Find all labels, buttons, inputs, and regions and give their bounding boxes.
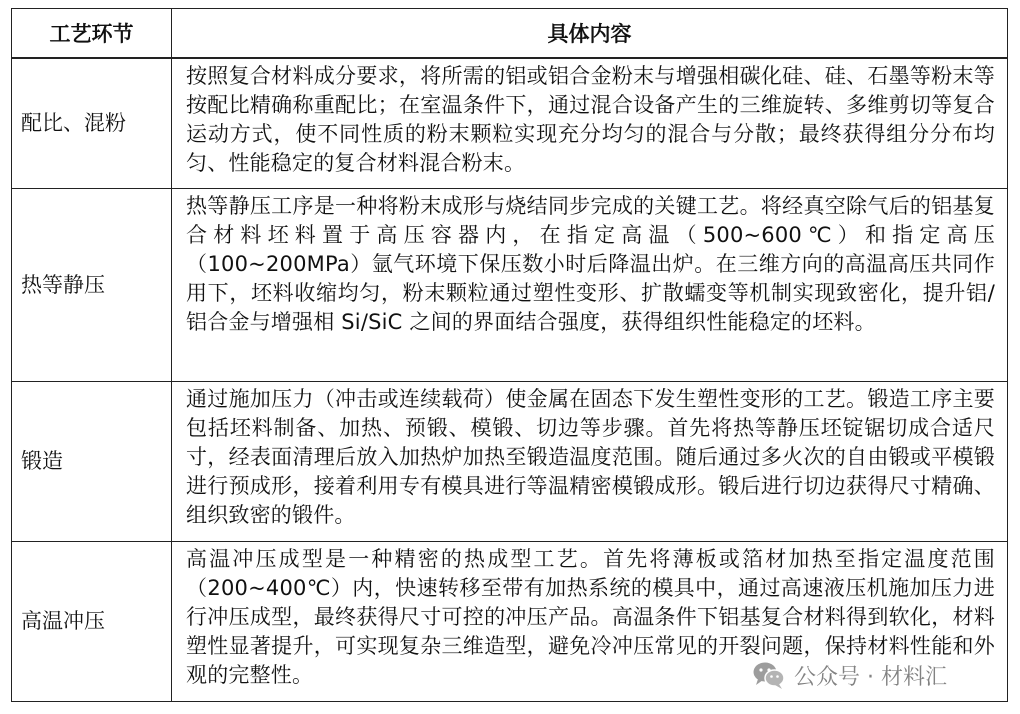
header-content: 具体内容: [172, 9, 1008, 59]
watermark-text: 公众号 · 材料汇: [794, 664, 947, 690]
process-table: [11, 8, 1008, 702]
process-table-container: [11, 8, 1008, 702]
step-content: 通过施加压力（冲击或连续载荷）使金属在固态下发生塑性变形的工艺。锻造工序主要包括坯料制备、加热、预锻、模锻、切边等步骤。首先将热等静压坯锭锯切成合适尺寸，经表面清理后放入加热炉加热至锻造温度范围。随后通过多火次的自由锻或平模锻进行预成形，接着利用专有模具进行等温精密模锻成形。锻后进行切边获得尺寸精确、组织致密的锻件。: [172, 381, 1008, 541]
table-header-row: [12, 9, 1008, 59]
step-content: 高温冲压成型是一种精密的热成型工艺。首先将薄板或箔材加热至指定温度范围（200~400℃）内，快速转移至带有加热系统的模具中，通过高速液压机施加压力进行冲压成型，最终获得尺寸可控的冲压产品。高温条件下铝基复合材料得到软化，材料塑性显著提升，可实现复杂三维造型，避免冷冲压常见的开裂问题，保持材料性能和外观的完整性。: [172, 541, 1008, 701]
header-step: 工艺环节: [12, 9, 172, 59]
step-name: 锻造: [12, 381, 172, 541]
step-name: 高温冲压: [12, 541, 172, 701]
table-row: [12, 541, 1008, 701]
table-row: [12, 188, 1008, 381]
step-content: 热等静压工序是一种将粉末成形与烧结同步完成的关键工艺。将经真空除气后的铝基复合材料坯料置于高压容器内，在指定高温（500~600℃）和指定高压（100~200MPa）氩气环境下保压数小时后降温出炉。在三维方向的高温高压共同作用下，坯料收缩均匀，粉末颗粒通过塑性变形、扩散蠕变等机制实现致密化，提升铝/铝合金与增强相 Si/SiC 之间的界面结合强度，获得组织性能稳定的坯料。: [172, 188, 1008, 381]
table-row: [12, 381, 1008, 541]
step-name: 热等静压: [12, 188, 172, 381]
step-content: 按照复合材料成分要求，将所需的铝或铝合金粉末与增强相碳化硅、硅、石墨等粉末等按配比精确称重配比；在室温条件下，通过混合设备产生的三维旋转、多维剪切等复合运动方式，使不同性质的粉末颗粒实现充分均匀的混合与分散；最终获得组分分布均匀、性能稳定的复合材料混合粉末。: [172, 58, 1008, 188]
step-name: 配比、混粉: [12, 58, 172, 188]
table-row: [12, 58, 1008, 188]
